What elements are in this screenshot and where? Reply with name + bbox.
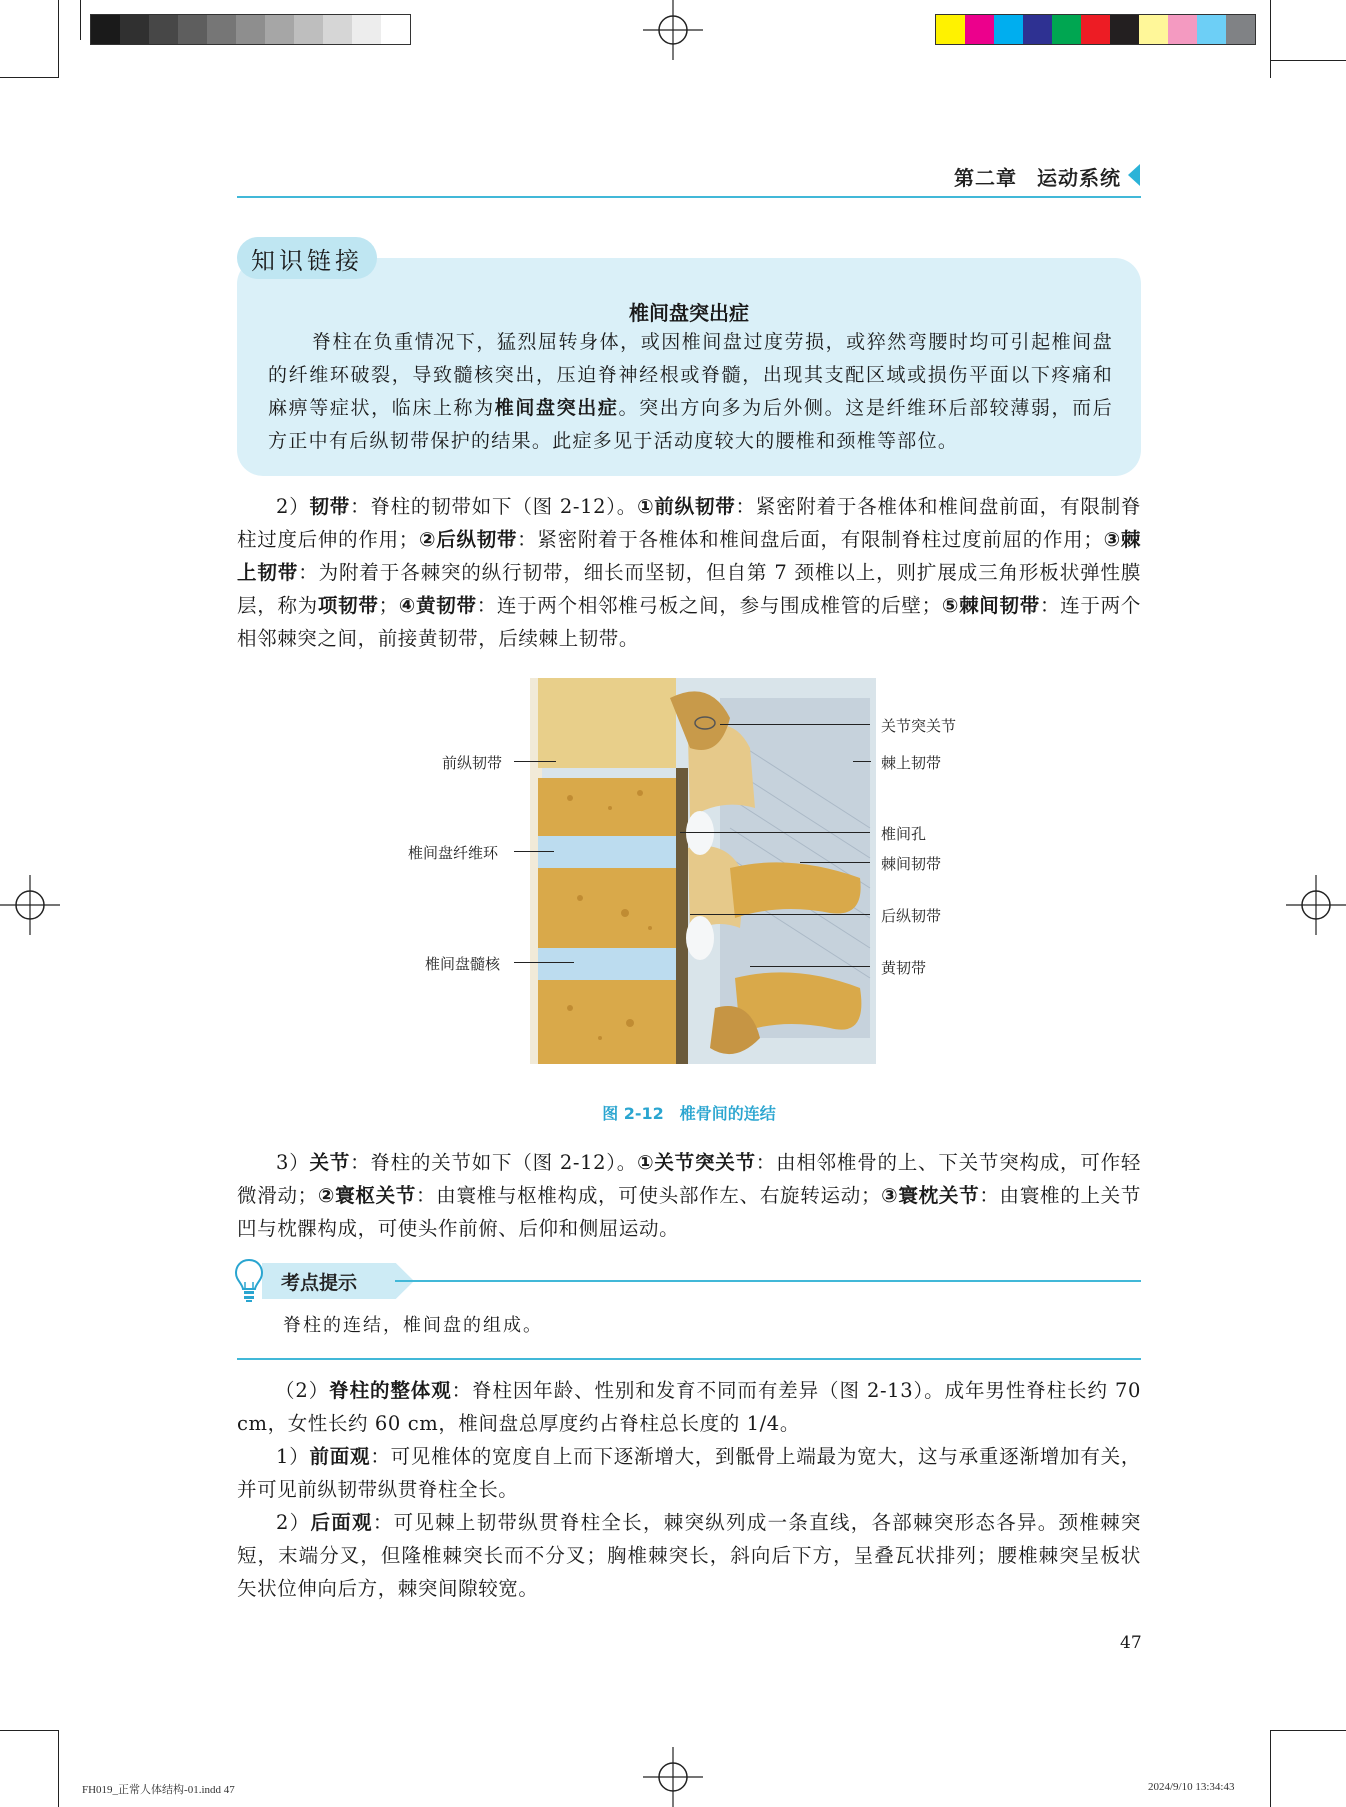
color-swatch <box>1168 15 1197 44</box>
leader-line <box>800 862 870 863</box>
color-swatch <box>1139 15 1168 44</box>
gray-swatch-bar <box>90 14 411 45</box>
label-ligamentum-flavum: 黄韧带 <box>881 959 927 977</box>
page-number: 47 <box>1120 1633 1142 1653</box>
color-swatch <box>1197 15 1226 44</box>
leader-line <box>690 914 870 915</box>
knowledge-link-title: 椎间盘突出症 <box>629 301 749 325</box>
chapter-title: 运动系统 <box>1037 166 1121 190</box>
crop-mark <box>1270 0 1271 78</box>
crop-mark <box>80 0 81 40</box>
leader-line <box>853 761 871 762</box>
crop-mark <box>58 0 59 78</box>
crop-mark <box>58 1730 59 1807</box>
gray-swatch <box>236 15 265 44</box>
gray-swatch <box>323 15 352 44</box>
registration-mark-icon <box>0 875 60 935</box>
leader-line <box>514 761 556 762</box>
registration-mark-icon <box>1286 875 1346 935</box>
exam-tip-title: 考点提示 <box>281 1272 358 1294</box>
leader-line <box>514 851 554 852</box>
gray-swatch <box>91 15 120 44</box>
color-swatch <box>1226 15 1255 44</box>
joints-paragraph: 3）关节：脊柱的关节如下（图 2-12）。①关节突关节：由相邻椎骨的上、下关节突构成，可作轻微滑动；②寰枢关节：由寰椎与枢椎构成，可使头部作左、右旋转运动；③寰枕关节：由寰椎的上关节凹与枕髁构成，可使头作前俯、后仰和侧屈运动。 <box>237 1151 1141 1240</box>
exam-tip-bottom-rule <box>237 1358 1141 1360</box>
color-swatch <box>1110 15 1139 44</box>
leader-line <box>680 832 870 833</box>
label-zygapophysial-joint: 关节突关节 <box>881 717 957 735</box>
gray-swatch <box>178 15 207 44</box>
ligaments-paragraph: 2）韧带：脊柱的韧带如下（图 2-12）。①前纵韧带：紧密附着于各椎体和椎间盘前面，有限制脊柱过度后伸的作用；②后纵韧带：紧密附着于各椎体和椎间盘后面，有限制脊柱过度前屈的作用；③棘上韧带：为附着于各棘突的纵行韧带，细长而坚韧，但自第 7 颈椎以上，则扩展成三角形板状弹性膜层，称为项韧带；④黄韧带：连于两个相邻椎弓板之间，参与围成椎管的后壁；⑤棘间韧带：连于两个相邻棘突之间，前接黄韧带，后续棘上韧带。 <box>237 495 1141 650</box>
vertebral-joints-illustration <box>530 678 876 1064</box>
gray-swatch <box>381 15 410 44</box>
crop-mark <box>1270 1730 1271 1807</box>
crop-mark <box>0 77 58 78</box>
gray-swatch <box>352 15 381 44</box>
header-rule <box>237 196 1141 198</box>
color-swatch <box>965 15 994 44</box>
label-supraspinous-ligament: 棘上韧带 <box>881 754 942 772</box>
label-interspinous-ligament: 棘间韧带 <box>881 855 942 873</box>
figure-caption: 图 2-12 椎骨间的连结 <box>602 1104 776 1123</box>
front-view-paragraph: 1）前面观：可见椎体的宽度自上而下逐渐增大，到骶骨上端最为宽大，这与承重逐渐增加有关，并可见前纵韧带纵贯脊柱全长。 <box>237 1445 1141 1501</box>
registration-mark-icon <box>643 1747 703 1807</box>
color-swatch <box>994 15 1023 44</box>
leader-line <box>514 962 574 963</box>
color-swatch <box>1023 15 1052 44</box>
gray-swatch <box>207 15 236 44</box>
label-intervertebral-foramen: 椎间孔 <box>881 825 927 843</box>
exam-tip-text: 脊柱的连结，椎间盘的组成。 <box>283 1315 543 1336</box>
leader-line <box>720 724 870 725</box>
knowledge-link-text: 脊柱在负重情况下，猛烈屈转身体，或因椎间盘过度劳损，或猝然弯腰时均可引起椎间盘的纤维环破裂，导致髓核突出，压迫脊神经根或脊髓，出现其支配区域或损伤平面以下疼痛和麻痹等症状，临床上称为椎间盘突出症。突出方向多为后外侧。这是纤维环后部较薄弱，而后方正中有后纵韧带保护的结果。此症多见于活动度较大的腰椎和颈椎等部位。 <box>268 331 1113 452</box>
color-swatch <box>1052 15 1081 44</box>
color-swatch <box>1081 15 1110 44</box>
exam-tip-rule <box>395 1280 1141 1282</box>
gray-swatch <box>149 15 178 44</box>
crop-mark <box>1270 60 1346 61</box>
crop-mark <box>1270 1730 1346 1731</box>
running-head <box>954 162 1121 191</box>
color-swatch-bar <box>935 14 1256 45</box>
gray-swatch <box>294 15 323 44</box>
knowledge-link-tab: 知识链接 <box>237 237 377 279</box>
gray-swatch <box>265 15 294 44</box>
leader-line <box>750 966 870 967</box>
label-nucleus-pulposus: 椎间盘髓核 <box>425 955 501 973</box>
slug-file-info: FH019_正常人体结构-01.indd 47 <box>82 1784 235 1796</box>
slug-timestamp: 2024/9/10 13:34:43 <box>1148 1781 1235 1793</box>
overall-view-paragraph: （2）脊柱的整体观：脊柱因年龄、性别和发育不同而有差异（图 2-13）。成年男性脊柱长约 70 cm，女性长约 60 cm，椎间盘总厚度约占脊柱总长度的 1/4。 <box>237 1379 1141 1435</box>
back-view-paragraph: 2）后面观：可见棘上韧带纵贯脊柱全长，棘突纵列成一条直线，各部棘突形态各异。颈椎棘突短，末端分叉，但隆椎棘突长而不分叉；胸椎棘突长，斜向后下方，呈叠瓦状排列；腰椎棘突呈板状矢状位伸向后方，棘突间隙较宽。 <box>237 1511 1141 1600</box>
label-anterior-longitudinal-ligament: 前纵韧带 <box>442 754 503 772</box>
crop-mark <box>0 1730 58 1731</box>
label-annulus-fibrosus: 椎间盘纤维环 <box>408 844 499 862</box>
gray-swatch <box>120 15 149 44</box>
header-triangle-icon <box>1128 164 1140 186</box>
registration-mark-icon <box>643 0 703 60</box>
label-posterior-longitudinal-ligament: 后纵韧带 <box>881 907 942 925</box>
term-disc-herniation: 椎间盘突出症 <box>494 397 619 419</box>
color-swatch <box>936 15 965 44</box>
chapter-number: 第二章 <box>954 166 1017 190</box>
lightbulb-icon <box>234 1258 264 1304</box>
